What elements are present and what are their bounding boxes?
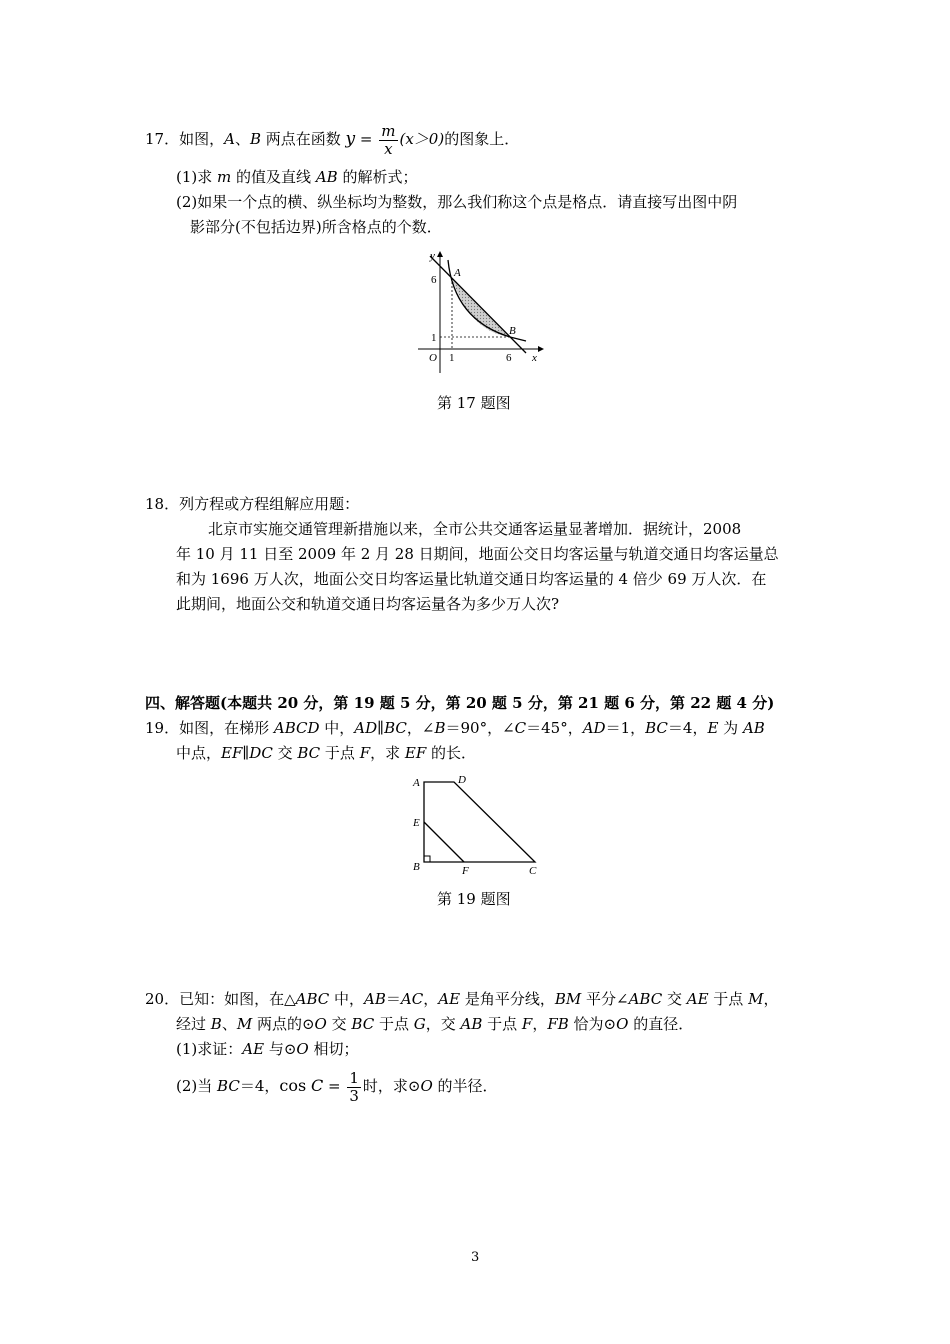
q19-line1: 19．如图，在梯形 ABCD 中，AD∥BC，∠B＝90°，∠C＝45°，AD＝1，BC＝4，E 为 AB bbox=[145, 719, 765, 737]
q18-line1: 北京市实施交通管理新措施以来，全市公共交通客运量显著增加．据统计，2008 bbox=[208, 520, 742, 538]
fig17-label-o: O bbox=[429, 352, 437, 364]
q17-part2-line1: (2)如果一个点的横、纵坐标均为整数，那么我们称这个点是格点．请直接写出图中阴 bbox=[176, 193, 738, 211]
q20-part2: (2)当 BC＝4，cos C = $\frac{1}{3}$ 时，求⊙O 的半径． bbox=[176, 1068, 498, 1105]
q18-title: 18．列方程或方程组解应用题： bbox=[145, 495, 360, 513]
page-number: 3 bbox=[471, 1250, 480, 1265]
section4-header: 四、解答题(本题共 20 分，第 19 题 5 分，第 20 题 5 分，第 21 题 6 分，第 22 题 4 分) bbox=[145, 694, 775, 712]
q18-line2: 年 10 月 11 日至 2009 年 2 月 28 日期间，地面公交日均客运量与轨道交通日均客运量总 bbox=[176, 545, 779, 563]
fig19-label-d: D bbox=[458, 774, 466, 786]
fig17-label-6y: 6 bbox=[431, 274, 437, 286]
fig19-label-f: F bbox=[462, 865, 469, 877]
fig19-label-b: B bbox=[413, 861, 420, 873]
fig17-label-6x: 6 bbox=[506, 352, 512, 364]
q18-line4: 此期间，地面公交和轨道交通日均客运量各为多少万人次? bbox=[176, 595, 560, 613]
q19-number: 19． bbox=[145, 719, 180, 737]
q19-figure bbox=[405, 770, 555, 880]
q20-number: 20． bbox=[145, 990, 180, 1008]
q20-line2: 经过 B、M 两点的⊙O 交 BC 于点 G，交 AB 于点 F，FB 恰为⊙O 的直径． bbox=[176, 1015, 694, 1033]
q17-line1: 17．如图，A、B 两点在函数 y = $\frac{m}{x}$ (x＞0)的图象上． bbox=[145, 121, 520, 158]
cos-fraction: $\frac{1}{3}$ bbox=[349, 1068, 359, 1105]
fig17-label-1y: 1 bbox=[431, 332, 437, 344]
fig17-label-y: y bbox=[430, 250, 435, 262]
q17-number: 17． bbox=[145, 130, 180, 148]
q18-line3: 和为 1696 万人次，地面公交日均客运量比轨道交通日均客运量的 4 倍少 69 万人次．在 bbox=[176, 570, 767, 588]
fig19-label-a: A bbox=[413, 777, 420, 789]
fig17-label-a: A bbox=[454, 267, 461, 279]
x-axis-arrow bbox=[538, 346, 544, 352]
q17-caption: 第 17 题图 bbox=[437, 394, 511, 412]
q20-line1: 20．已知：如图，在△ABC 中，AB＝AC，AE 是角平分线，BM 平分∠ABC 交 AE 于点 M， bbox=[145, 990, 779, 1008]
q17-figure bbox=[410, 248, 550, 378]
y-axis-arrow bbox=[437, 251, 443, 257]
func-fraction: $\frac{m}{x}$ bbox=[381, 121, 396, 158]
fig17-label-x: x bbox=[532, 352, 537, 364]
func-y: y bbox=[345, 129, 356, 149]
q17-part2-line2: 影部分(不包括边界)所含格点的个数． bbox=[190, 218, 442, 236]
q19-caption: 第 19 题图 bbox=[437, 890, 511, 908]
q18-number: 18． bbox=[145, 495, 180, 513]
fig17-label-1x: 1 bbox=[449, 352, 455, 364]
right-angle-mark bbox=[424, 856, 430, 862]
q19-line2: 中点，EF∥DC 交 BC 于点 F，求 EF 的长． bbox=[176, 744, 477, 762]
fig17-label-b: B bbox=[509, 325, 516, 337]
line-ab bbox=[430, 256, 526, 353]
fig19-label-c: C bbox=[529, 865, 537, 877]
trapezoid-abcd bbox=[424, 782, 535, 862]
q20-part1: (1)求证：AE 与⊙O 相切； bbox=[176, 1040, 359, 1058]
q17-part1: (1)求 m 的值及直线 AB 的解析式； bbox=[176, 168, 418, 186]
fig19-label-e: E bbox=[413, 817, 420, 829]
